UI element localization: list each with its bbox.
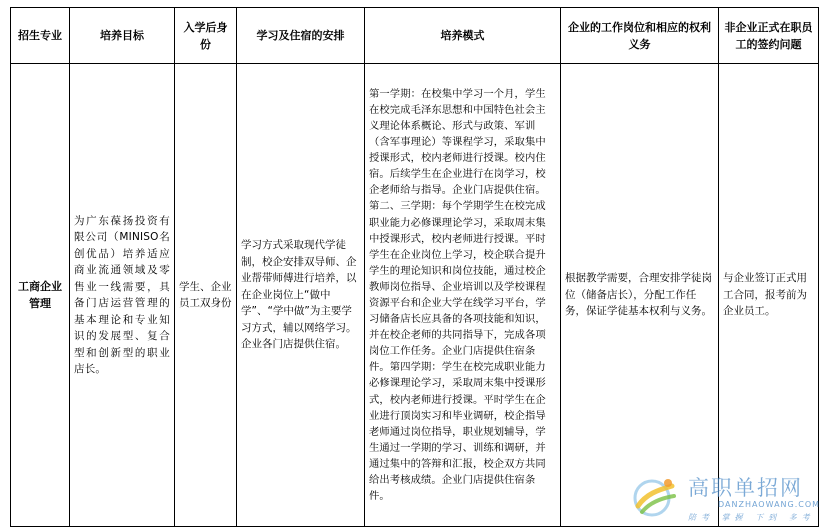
watermark-domain: DANZHAOWANG.COM xyxy=(718,500,821,509)
header-study-housing: 学习及住宿的安排 xyxy=(237,8,365,64)
header-training-model: 培养模式 xyxy=(365,8,561,64)
header-target: 培养目标 xyxy=(70,8,175,64)
cell-identity: 学生、企业员工双身份 xyxy=(175,64,237,527)
cell-contract: 与企业签订正式用工合同，报考前为企业员工。 xyxy=(719,64,819,527)
cell-job-rights: 根据教学需要，合理安排学徒岗位（储备店长），分配工作任务，保证学徒基本权利与义务。 xyxy=(561,64,719,527)
cell-major: 工商企业管理 xyxy=(11,64,70,527)
header-major: 招生专业 xyxy=(11,8,70,64)
cell-study-housing: 学习方式采取现代学徒制，校企安排双导师、企业帮带师傅进行培养，以在企业岗位上“做中学”、“学中做”为主要学习方式，辅以网络学习。企业各门店提供住宿。 xyxy=(237,64,365,527)
cell-training-model: 第一学期：在校集中学习一个月，学生在校完成毛泽东思想和中国特色社会主义理论体系概论、形式与政策、军训（含军事理论）等课程学习，采取集中授课形式，校内老师进行授课。校内住宿。后续学生在企业进行在岗学习，校企老师给与指导。企业门店提供住宿。第二、三学期：每个学期学生在校完成职业能力必修课理论学习，采取周末集中授课形式，校内老师进行授课。平时学生在企业岗位上学习，校企联合提升学生的理论知识和岗位技能，通过校企教师岗位指导、企业培训以及学校课程资源平台和企业大学在线学习平台，学习储备店长应具备的各项技能和知识，并在校企老师的共同指导下，完成各项岗位工作任务。企业门店提供住宿条件。第四学期：学生在校完成职业能力必修课理论学习，采取周末集中授课形式，校内老师进行授课。平时学生在企业进行顶岗实习和毕业调研，校企指导老师通过岗位指导，职业规划辅导，学生通过一学期的学习、训练和调研，并通过集中的答辩和汇报，校企双方共同给出考核成绩。企业门店提供住宿条件。 xyxy=(365,64,561,527)
table-row xyxy=(11,64,819,527)
table-header-row xyxy=(11,8,819,64)
header-contract: 非企业正式在职员工的签约问题 xyxy=(719,8,819,64)
globe-logo-icon xyxy=(628,472,680,520)
watermark-slogan: 陪考 掌握 下到 多考 xyxy=(688,513,815,522)
header-identity: 入学后身份 xyxy=(175,8,237,64)
site-watermark xyxy=(628,470,824,529)
cell-target: 为广东葆扬投资有限公司（MINISO名创优品）培养适应商业流通领域及零售业一线需要，具备门店运营管理的基本理论和专业知识的发展型、复合型和创新型的职业店长。 xyxy=(70,64,175,527)
header-job-rights: 企业的工作岗位和相应的权利义务 xyxy=(561,8,719,64)
watermark-title: 高职单招网 xyxy=(688,476,803,500)
enrollment-table xyxy=(10,7,819,527)
